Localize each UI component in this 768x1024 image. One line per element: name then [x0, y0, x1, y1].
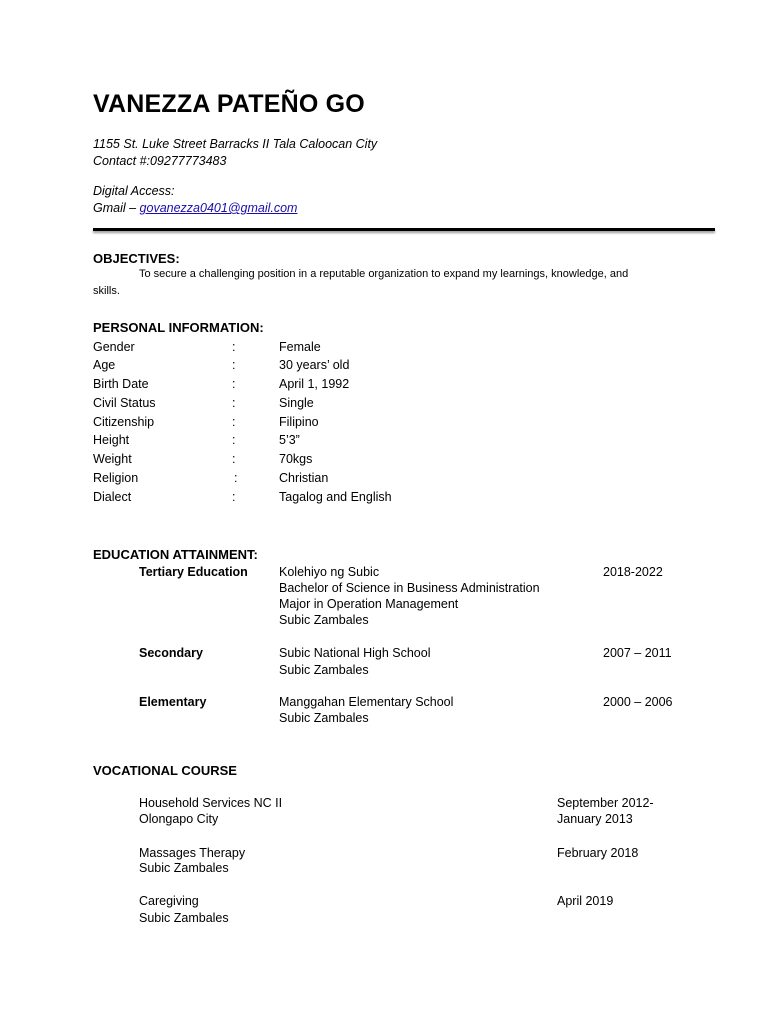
gmail-label: Gmail – — [93, 201, 140, 215]
weight-label: Weight — [93, 452, 132, 466]
course-date: April 2019 — [557, 894, 614, 908]
elementary-level: Elementary — [139, 695, 207, 709]
elementary-years: 2000 – 2006 — [603, 695, 673, 709]
header-divider — [93, 228, 715, 231]
separator-colon: : — [232, 377, 236, 391]
separator-colon: : — [232, 396, 236, 410]
tertiary-location: Subic Zambales — [279, 613, 369, 627]
tertiary-major: Major in Operation Management — [279, 597, 459, 611]
tertiary-years: 2018-2022 — [603, 565, 663, 579]
civil-status-value: Single — [279, 396, 314, 410]
course-date: September 2012- — [557, 796, 654, 810]
separator-colon: : — [234, 471, 238, 485]
digital-access-label: Digital Access: — [93, 184, 175, 198]
height-value: 5’3” — [279, 433, 300, 447]
birth-date-value: April 1, 1992 — [279, 377, 350, 391]
dialect-value: Tagalog and English — [279, 490, 392, 504]
elementary-school: Manggahan Elementary School — [279, 695, 454, 709]
separator-colon: : — [232, 415, 236, 429]
gender-value: Female — [279, 340, 321, 354]
secondary-school: Subic National High School — [279, 646, 431, 660]
gmail-line — [93, 201, 297, 215]
course-date-end: January 2013 — [557, 812, 633, 826]
course-date: February 2018 — [557, 846, 639, 860]
personal-info-heading: PERSONAL INFORMATION: — [93, 320, 264, 335]
separator-colon: : — [232, 358, 236, 372]
course-title: Massages Therapy — [139, 846, 246, 860]
separator-colon: : — [232, 452, 236, 466]
secondary-location: Subic Zambales — [279, 663, 369, 677]
course-place: Subic Zambales — [139, 911, 229, 925]
secondary-years: 2007 – 2011 — [603, 646, 672, 660]
objectives-heading: OBJECTIVES: — [93, 251, 180, 266]
secondary-level: Secondary — [139, 646, 203, 660]
course-place: Olongapo City — [139, 812, 219, 826]
separator-colon: : — [232, 490, 236, 504]
objectives-line-2: skills. — [93, 285, 120, 297]
course-place: Subic Zambales — [139, 861, 229, 875]
citizenship-value: Filipino — [279, 415, 319, 429]
religion-value: Christian — [279, 471, 329, 485]
email-link[interactable]: govanezza0401@gmail.com — [139, 201, 298, 215]
objectives-line-1: To secure a challenging position in a reputable organization to expand my learnings, knowledge, and — [139, 268, 629, 280]
height-label: Height — [93, 433, 130, 447]
vocational-heading: VOCATIONAL COURSE — [93, 763, 237, 778]
birth-date-label: Birth Date — [93, 377, 149, 391]
separator-colon: : — [232, 433, 236, 447]
age-label: Age — [93, 358, 116, 372]
dialect-label: Dialect — [93, 490, 132, 504]
weight-value: 70kgs — [279, 452, 313, 466]
separator-colon: : — [232, 340, 236, 354]
education-heading: EDUCATION ATTAINMENT: — [93, 547, 258, 562]
applicant-name: VANEZZA PATEÑO GO — [93, 90, 365, 118]
contact-text: Contact #:09277773483 — [93, 154, 227, 168]
religion-label: Religion — [93, 471, 139, 485]
tertiary-level: Tertiary Education — [139, 565, 248, 579]
civil-status-label: Civil Status — [93, 396, 156, 410]
age-value: 30 years’ old — [279, 358, 350, 372]
elementary-location: Subic Zambales — [279, 711, 369, 725]
citizenship-label: Citizenship — [93, 415, 155, 429]
course-title: Caregiving — [139, 894, 199, 908]
tertiary-school: Kolehiyo ng Subic — [279, 565, 380, 579]
course-title: Household Services NC II — [139, 796, 283, 810]
gender-label: Gender — [93, 340, 135, 354]
address-text: 1155 St. Luke Street Barracks II Tala Caloocan City — [93, 137, 378, 151]
tertiary-degree: Bachelor of Science in Business Administration — [279, 581, 540, 595]
